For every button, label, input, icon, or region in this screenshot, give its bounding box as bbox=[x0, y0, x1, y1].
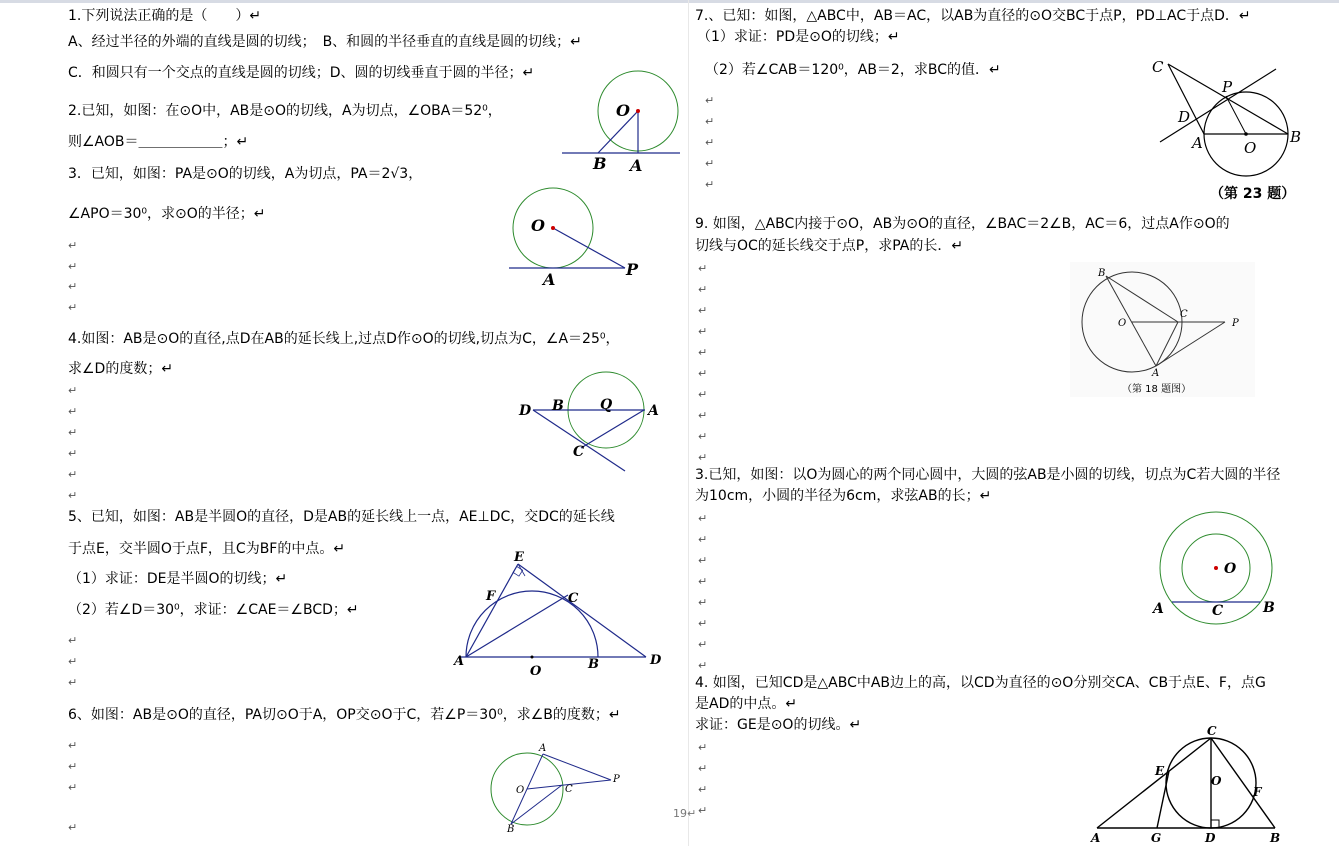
pm: ↵ bbox=[68, 405, 78, 418]
pm: ↵ bbox=[698, 346, 708, 359]
q4b-label-e: E bbox=[1155, 764, 1165, 778]
q3b-label-c: C bbox=[1212, 603, 1224, 619]
pm: ↵ bbox=[68, 760, 78, 773]
pm: ↵ bbox=[68, 781, 78, 794]
q3-label-p: P bbox=[626, 260, 639, 279]
pm: ↵ bbox=[698, 659, 708, 672]
pm: ↵ bbox=[698, 304, 708, 317]
q3b-label-a: A bbox=[1153, 601, 1164, 617]
q9-label-o: O bbox=[1118, 318, 1127, 329]
q4b-line1: 4. 如图，已知CD是△ABC中AB边上的高，以CD为直径的⊙O分别交CA、CB于点E、F，点G bbox=[695, 675, 1266, 691]
q9-figure bbox=[1070, 262, 1255, 397]
q3b-line1: 3.已知，如图：以O为圆心的两个同心圆中，大圆的弦AB是小圆的切线，切点为C若大圆的半径 bbox=[695, 467, 1281, 483]
q4-label-b: B bbox=[552, 398, 564, 414]
pm: ↵ bbox=[68, 260, 78, 273]
pm: ↵ bbox=[705, 115, 715, 128]
q2-label-b: B bbox=[593, 154, 607, 173]
q4b-line2: 是AD的中点。↵ bbox=[695, 696, 798, 712]
q5-line2: 于点E，交半圆O于点F，且C为BF的中点。↵ bbox=[68, 541, 346, 557]
pm: ↵ bbox=[698, 325, 708, 338]
q5-part1: （1）求证：DE是半圆O的切线；↵ bbox=[68, 571, 288, 587]
q4b-label-f: F bbox=[1253, 785, 1262, 799]
q6-label-c: C bbox=[565, 784, 573, 795]
q5-label-f: F bbox=[486, 589, 496, 604]
top-border bbox=[0, 0, 1339, 3]
pm: ↵ bbox=[68, 739, 78, 752]
pm: ↵ bbox=[698, 430, 708, 443]
q1-stem: 1.下列说法正确的是（ ）↵ bbox=[68, 8, 262, 24]
q6-line1: 6、如图：AB是⊙O的直径，PA切⊙O于A，OP交⊙O于C，若∠P＝30⁰，求∠B的度数；↵ bbox=[68, 707, 621, 723]
q4b-label-g: G bbox=[1151, 831, 1162, 845]
q4b-figure bbox=[1085, 722, 1290, 846]
q4b-label-o: O bbox=[1211, 774, 1222, 788]
q9-label-b: B bbox=[1098, 268, 1106, 279]
pm: ↵ bbox=[698, 554, 708, 567]
pm: ↵ bbox=[68, 489, 78, 502]
q5-label-o: O bbox=[530, 664, 542, 678]
q5-label-b: B bbox=[588, 657, 599, 672]
pm: ↵ bbox=[698, 596, 708, 609]
q5-label-c: C bbox=[568, 591, 579, 606]
q7-label-o: O bbox=[1244, 139, 1257, 157]
q4b-label-a: A bbox=[1091, 831, 1101, 845]
pm: ↵ bbox=[68, 676, 78, 689]
pm: ↵ bbox=[698, 575, 708, 588]
q9-label-c: C bbox=[1180, 309, 1188, 320]
q7-label-p: P bbox=[1222, 78, 1233, 96]
q3b-label-o: O bbox=[1224, 561, 1237, 577]
q3-label-o: O bbox=[531, 216, 545, 235]
q4-line2: 求∠D的度数；↵ bbox=[68, 361, 174, 377]
pm: ↵ bbox=[698, 262, 708, 275]
q5-part2: （2）若∠D＝30⁰，求证：∠CAE＝∠BCD；↵ bbox=[68, 602, 359, 618]
pm: ↵ bbox=[68, 239, 78, 252]
q7-caption: （第 23 题） bbox=[1210, 186, 1296, 202]
q2-label-o: O bbox=[616, 101, 630, 120]
pm: ↵ bbox=[68, 384, 78, 397]
q1-options-cd: C．和圆只有一个交点的直线是圆的切线；D、圆的切线垂直于圆的半径；↵ bbox=[68, 65, 535, 81]
pm: ↵ bbox=[68, 280, 78, 293]
q9-label-p: P bbox=[1232, 318, 1239, 329]
pm: ↵ bbox=[705, 136, 715, 149]
q4b-label-d: D bbox=[1205, 831, 1216, 845]
q4-label-a: A bbox=[648, 403, 659, 419]
q1-options-ab: A、经过半径的外端的直线是圆的切线； B、和圆的半径垂直的直线是圆的切线；↵ bbox=[68, 34, 582, 50]
q7-figure bbox=[1148, 52, 1308, 202]
q7-part2: （2）若∠CAB＝120⁰，AB＝2，求BC的值．↵ bbox=[705, 62, 1001, 78]
column-divider bbox=[688, 0, 689, 846]
q4b-line3: 求证：GE是⊙O的切线。↵ bbox=[695, 717, 862, 733]
q3b-label-b: B bbox=[1263, 600, 1275, 616]
q7-line1: 7.、已知：如图，△ABC中，AB＝AC，以AB为直径的⊙O交BC于点P，PD⊥AC于点D．↵ bbox=[695, 8, 1251, 24]
q9-line2: 切线与OC的延长线交于点P，求PA的长．↵ bbox=[695, 238, 964, 254]
q4-label-c: C bbox=[573, 444, 585, 460]
pm: ↵ bbox=[705, 178, 715, 191]
q7-label-a: A bbox=[1192, 134, 1203, 152]
q6-label-o: O bbox=[516, 785, 525, 796]
q2-label-a: A bbox=[630, 156, 643, 175]
q4b-label-b: B bbox=[1270, 831, 1281, 845]
q7-part1: （1）求证：PD是⊙O的切线；↵ bbox=[697, 29, 900, 45]
q7-label-d: D bbox=[1178, 108, 1191, 126]
pm: ↵ bbox=[698, 762, 708, 775]
q4-figure bbox=[515, 368, 670, 478]
q5-figure bbox=[450, 548, 670, 678]
q7-label-c: C bbox=[1152, 58, 1164, 76]
pm: ↵ bbox=[698, 367, 708, 380]
pm: ↵ bbox=[68, 468, 78, 481]
q3-line1: 3．已知，如图：PA是⊙O的切线，A为切点，PA＝2√3， bbox=[68, 166, 423, 182]
pm: ↵ bbox=[68, 821, 78, 834]
q4-label-d: D bbox=[519, 403, 532, 419]
pm: ↵ bbox=[68, 634, 78, 647]
q9-caption: （第 18 题图） bbox=[1122, 384, 1192, 395]
q3-figure bbox=[505, 183, 650, 291]
pm: ↵ bbox=[698, 388, 708, 401]
pm: ↵ bbox=[698, 409, 708, 422]
q6-figure bbox=[485, 740, 625, 835]
pm: ↵ bbox=[698, 283, 708, 296]
q5-line1: 5、已知，如图：AB是半圆O的直径，D是AB的延长线上一点，AE⊥DC，交DC的延长线 bbox=[68, 509, 615, 525]
pm: ↵ bbox=[68, 447, 78, 460]
pm: ↵ bbox=[698, 804, 708, 817]
q5-label-d: D bbox=[650, 653, 662, 668]
q2-line2: 则∠AOB＝＿＿＿＿＿＿；↵ bbox=[68, 134, 249, 150]
pm: ↵ bbox=[68, 301, 78, 314]
pm: ↵ bbox=[68, 655, 78, 668]
pm: ↵ bbox=[705, 157, 715, 170]
pm: ↵ bbox=[698, 638, 708, 651]
pm: ↵ bbox=[698, 512, 708, 525]
q3-label-a: A bbox=[543, 270, 556, 289]
q9-line1: 9. 如图，△ABC内接于⊙O，AB为⊙O的直径，∠BAC＝2∠B，AC＝6，过点A作⊙O的 bbox=[695, 216, 1230, 232]
q4b-label-c: C bbox=[1207, 724, 1217, 738]
pm: ↵ bbox=[698, 533, 708, 546]
q5-label-e: E bbox=[514, 550, 524, 565]
pm: ↵ bbox=[698, 451, 708, 464]
q3b-line2: 为10cm，小圆的半径为6cm，求弦AB的长；↵ bbox=[695, 488, 992, 504]
pm: ↵ bbox=[698, 617, 708, 630]
q2-figure bbox=[558, 66, 684, 176]
pm: ↵ bbox=[698, 741, 708, 754]
page-number: 19↵ bbox=[673, 807, 697, 820]
pm: ↵ bbox=[705, 94, 715, 107]
q4-label-q: Q bbox=[600, 397, 613, 413]
pm: ↵ bbox=[698, 783, 708, 796]
q7-label-b: B bbox=[1290, 128, 1302, 146]
q3b-figure bbox=[1148, 508, 1288, 633]
q3-line2: ∠APO＝30⁰，求⊙O的半径；↵ bbox=[68, 206, 266, 222]
q5-label-a: A bbox=[454, 654, 465, 669]
q2-line1: 2.已知，如图：在⊙O中，AB是⊙O的切线，A为切点，∠OBA＝52⁰， bbox=[68, 103, 502, 119]
q6-label-a: A bbox=[539, 743, 547, 754]
q4-line1: 4.如图：AB是⊙O的直径,点D在AB的延长线上,过点D作⊙O的切线,切点为C，∠A＝25⁰， bbox=[68, 331, 620, 347]
q6-label-p: P bbox=[613, 774, 620, 785]
pm: ↵ bbox=[68, 426, 78, 439]
q6-label-b: B bbox=[507, 824, 515, 835]
q9-label-a: A bbox=[1152, 368, 1160, 379]
